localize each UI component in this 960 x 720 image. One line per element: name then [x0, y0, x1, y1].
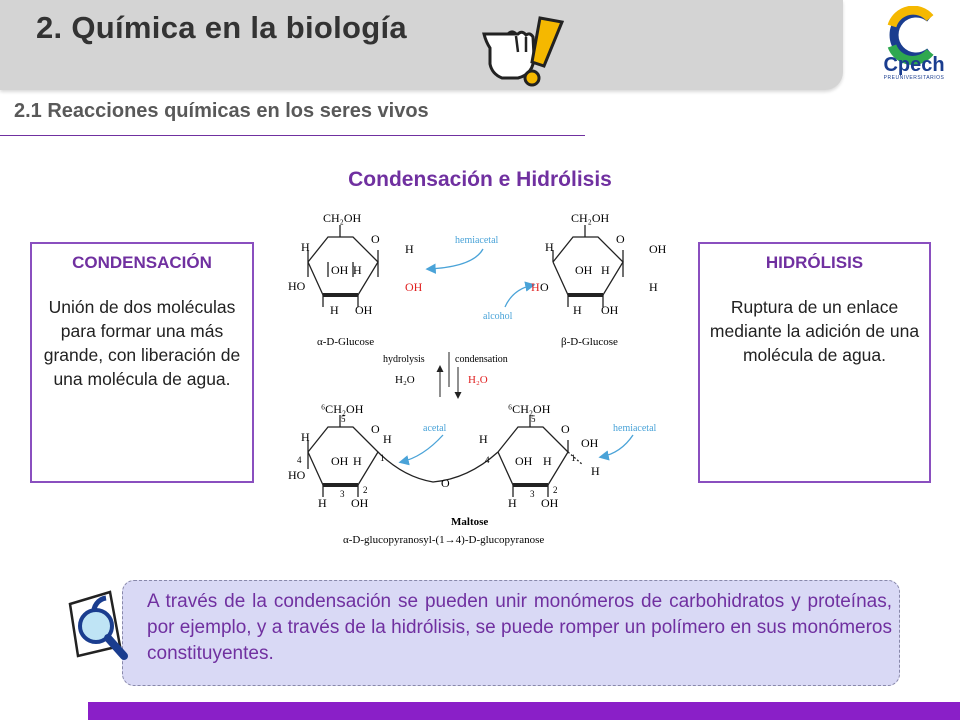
- water-product: H₂O: [468, 374, 488, 386]
- svg-text:OH: OH: [575, 263, 593, 277]
- condensation-hydrolysis-diagram: [283, 207, 683, 552]
- logo-text: Cpech: [883, 54, 945, 76]
- condensacion-body: Unión de dos moléculas para formar una más grande, con liberación de una molécula de agua.: [43, 297, 241, 389]
- hemiacetal-label-2: hemiacetal: [613, 423, 657, 434]
- svg-text:⁶CH₂OH: ⁶CH₂OH: [508, 402, 551, 416]
- glycosidic-oxygen: O: [441, 476, 450, 490]
- condensation-label: condensation: [455, 354, 508, 365]
- svg-text:OH: OH: [649, 242, 667, 256]
- svg-text:H: H: [601, 263, 610, 277]
- svg-text:2: 2: [363, 485, 368, 495]
- svg-text:H: H: [531, 280, 540, 294]
- subtitle: 2.1 Reacciones químicas en los seres vivos: [14, 100, 429, 122]
- svg-text:5: 5: [531, 414, 536, 424]
- svg-text:OH: OH: [331, 454, 349, 468]
- svg-text:OH: OH: [515, 454, 533, 468]
- alpha-red-oh: OH: [405, 280, 423, 294]
- alcohol-label: alcohol: [483, 311, 513, 322]
- svg-text:⁶CH₂OH: ⁶CH₂OH: [321, 402, 364, 416]
- hidrolisis-box: [698, 242, 931, 483]
- subtitle-divider: [0, 135, 585, 136]
- hidrolisis-heading: HIDRÓLISIS: [765, 253, 864, 272]
- callout-text: A través de la condensación se pueden unir monómeros de carbohidratos y proteínas, por ejemplo, y a través de la hidrólisis, se puede romper un polímero en sus monómeros constituyentes.: [147, 591, 892, 664]
- svg-text:OH: OH: [581, 436, 599, 450]
- svg-text:O: O: [561, 422, 570, 436]
- pointing-hand-icon: [478, 8, 568, 90]
- svg-text:H: H: [545, 240, 554, 254]
- svg-text:HO: HO: [288, 468, 306, 482]
- svg-text:3: 3: [530, 489, 535, 499]
- alpha-ring-oxygen: O: [371, 232, 380, 246]
- svg-text:H: H: [479, 432, 488, 446]
- svg-text:O: O: [371, 422, 380, 436]
- svg-text:CH₂OH: CH₂OH: [571, 211, 610, 225]
- svg-text:O: O: [540, 280, 549, 294]
- bottom-bar: [88, 702, 960, 720]
- svg-text:H: H: [318, 496, 327, 510]
- hydrolysis-label: hydrolysis: [383, 354, 425, 365]
- svg-text:H: H: [649, 280, 658, 294]
- info-callout: [122, 580, 900, 686]
- maltose-label: Maltose: [451, 516, 489, 528]
- section-title: Condensación e Hidrólisis: [348, 168, 612, 191]
- svg-text:OH: OH: [355, 303, 373, 317]
- svg-text:H: H: [543, 454, 552, 468]
- acetal-label: acetal: [423, 423, 447, 434]
- alpha-glucose-label: α-D-Glucose: [317, 336, 375, 348]
- svg-text:4: 4: [297, 455, 302, 465]
- condensacion-heading: CONDENSACIÓN: [72, 253, 212, 272]
- svg-text:4: 4: [485, 455, 490, 465]
- svg-text:HO: HO: [288, 279, 306, 293]
- alpha-ch2oh-label: CH₂OH: [323, 211, 362, 225]
- cpech-logo-icon: [872, 6, 956, 90]
- svg-text:2: 2: [553, 485, 558, 495]
- hemiacetal-label: hemiacetal: [455, 235, 499, 246]
- beta-glucose-label: β-D-Glucose: [561, 336, 618, 348]
- svg-text:H: H: [383, 432, 392, 446]
- svg-text:H: H: [301, 240, 310, 254]
- maltose-iupac-label: α-D-glucopyranosyl-(1→4)-D-glucopyranose: [343, 534, 545, 546]
- svg-text:H: H: [301, 430, 310, 444]
- svg-text:OH: OH: [351, 496, 369, 510]
- magnifier-icon: [62, 584, 150, 664]
- svg-text:H: H: [353, 263, 362, 277]
- svg-text:OH: OH: [541, 496, 559, 510]
- hidrolisis-body: Ruptura de un enlace mediante la adición de una molécula de agua.: [709, 297, 920, 365]
- title-bar: [0, 0, 843, 90]
- svg-text:H: H: [353, 454, 362, 468]
- page-title: 2. Química en la biología: [36, 10, 407, 45]
- logo-subtext: PREUNIVERSITARIOS: [883, 75, 945, 81]
- svg-text:1: 1: [571, 453, 576, 463]
- svg-text:OH: OH: [331, 263, 349, 277]
- svg-text:H: H: [508, 496, 517, 510]
- svg-text:H: H: [405, 242, 414, 256]
- svg-text:OH: OH: [601, 303, 619, 317]
- svg-text:H: H: [591, 464, 600, 478]
- svg-text:H: H: [330, 303, 339, 317]
- svg-text:1: 1: [380, 453, 385, 463]
- condensacion-box: [30, 242, 254, 483]
- svg-text:5: 5: [341, 414, 346, 424]
- svg-text:O: O: [616, 232, 625, 246]
- water-reactant: H₂O: [395, 374, 415, 386]
- svg-text:H: H: [573, 303, 582, 317]
- svg-text:3: 3: [340, 489, 345, 499]
